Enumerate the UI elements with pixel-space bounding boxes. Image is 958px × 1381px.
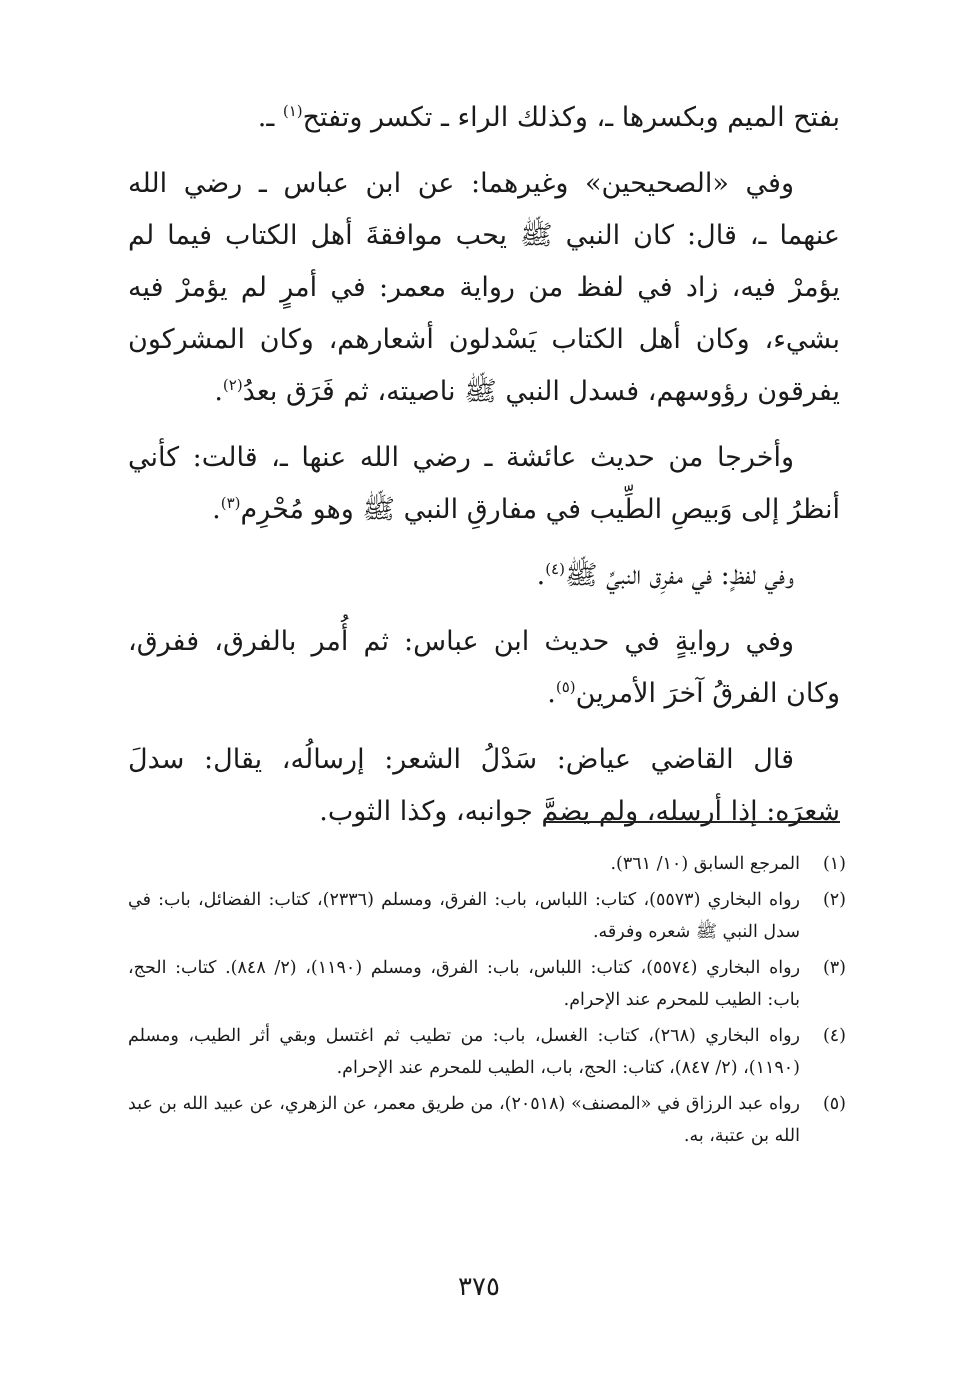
paragraph-text: وفي روايةٍ في حديث ابن عباس: ثم أُمر بالفرق، ففرق، وكان الفرقُ آخرَ الأمرين — [128, 626, 840, 709]
footnote-4 — [128, 1020, 846, 1084]
footnote-ref: (٣) — [220, 494, 241, 512]
footnote-number: (٢) — [822, 890, 846, 910]
paragraph-1 — [128, 92, 840, 144]
paragraph-tail: ـ. — [257, 102, 283, 133]
footnote-2 — [128, 884, 846, 948]
paragraph-tail: . — [212, 494, 221, 525]
footnote-ref: (٥) — [555, 678, 576, 696]
footnote-separator — [544, 821, 840, 823]
footnote-number: (٣) — [822, 958, 846, 978]
footnote-text: رواه عبد الرزاق في «المصنف» (٢٠٥١٨)، من طريق معمر، عن الزهري، عن عبيد الله بن عبد الله بن عتبة، به. — [128, 1094, 800, 1146]
footnote-1 — [128, 848, 846, 880]
footnote-text: رواه البخاري (٥٥٧٤)، كتاب: اللباس، باب: الفرق، ومسلم (١١٩٠)، (٢/ ٨٤٨). كتاب: الحج، باب: الطيب للمحرم عند الإحرام. — [128, 958, 801, 1010]
page-number: ٣٧٥ — [458, 1272, 500, 1302]
footnote-ref: (٢) — [222, 376, 243, 394]
footnote-text: رواه البخاري (٢٦٨)، كتاب: الغسل، باب: من تطيب ثم اغتسل وبقي أثر الطيب، ومسلم (١١٩٠)، (٢/ ٨٤٧)، كتاب: الحج، باب، الطيب للمحرم عند الإحرام. — [128, 1026, 800, 1078]
paragraph-5 — [128, 616, 840, 720]
paragraph-tail: . — [214, 376, 223, 407]
footnote-ref: (١) — [282, 102, 303, 120]
footnote-text: المرجع السابق (١٠/ ٣٦١). — [610, 854, 800, 874]
footnote-5 — [128, 1088, 846, 1152]
paragraph-3 — [128, 432, 840, 536]
footnote-number: (٤) — [822, 1026, 846, 1046]
footnote-text: رواه البخاري (٥٥٧٣)، كتاب: اللباس، باب: الفرق، ومسلم (٢٣٣٦)، كتاب: الفضائل، باب: في سدل النبي ﷺ شعره وفرقه. — [128, 890, 800, 942]
footnote-ref: (٤) — [545, 560, 565, 578]
paragraph-text: قال القاضي عياض: سَدْلُ الشعر: إرسالُه، يقال: سدلَ شعرَه: إذا أرسله، ولم يضمَّ جوانبه، وكذا الثوب. — [128, 744, 840, 827]
paragraph-text: وفي «الصحيحين» وغيرهما: عن ابن عباس ـ رضي الله عنهما ـ، قال: كان النبي ﷺ يحب موافقةَ أهل الكتاب فيما لم يؤمرْ فيه، زاد في لفظ من رواية معمر: في أمرٍ لم يؤمرْ فيه بشيء، وكان أهل الكتاب يَسْدلون أشعارهم، وكان المشركون يفرقون رؤوسهم، فسدل النبي ﷺ ناصيته، ثم فَرَق بعدُ — [128, 168, 840, 407]
paragraph-text: بفتح الميم وبكسرها ـ، وكذلك الراء ـ تكسر وتفتح — [302, 102, 840, 133]
paragraph-2 — [128, 158, 840, 418]
paragraph-tail: . — [536, 560, 546, 591]
main-text — [128, 92, 840, 838]
paragraph-4 — [128, 550, 840, 602]
footnote-number: (٥) — [822, 1094, 846, 1114]
footnote-3 — [128, 952, 846, 1016]
footnote-number: (١) — [822, 854, 846, 874]
paragraph-text: وفي لفظٍ: في مفرِق النبيِّ ﷺ — [564, 560, 794, 591]
paragraph-text: وأخرجا من حديث عائشة ـ رضي الله عنها ـ، قالت: كأني أنظرُ إلى وَبيصِ الطِّيب في مفارقِ النبي ﷺ وهو مُحْرِم — [128, 442, 840, 525]
footnotes — [128, 848, 846, 1156]
paragraph-tail: . — [547, 678, 556, 709]
